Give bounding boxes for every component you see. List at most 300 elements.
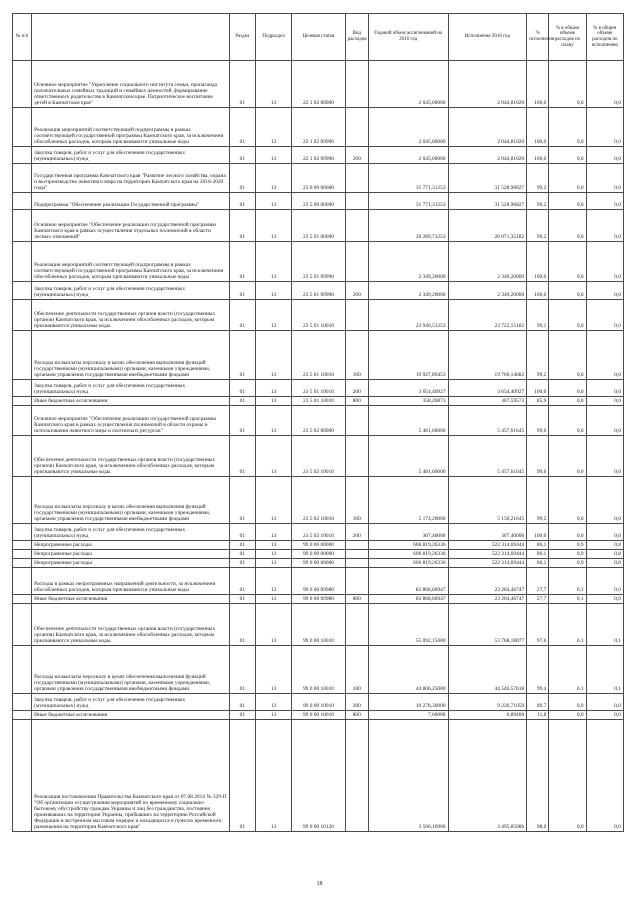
table-row <box>13 711 624 720</box>
row-percent-cell: 100,0 <box>527 108 549 147</box>
row-section-cell: 01 <box>229 559 255 568</box>
header-subsection: Подраздел <box>255 14 291 61</box>
row-share-plan-cell: 0,0 <box>549 282 586 300</box>
row-article-cell: 23 5 01 10010 <box>292 397 345 406</box>
row-percent-cell: 98,0 <box>527 720 549 832</box>
budget-table <box>12 13 624 832</box>
table-row <box>13 210 624 242</box>
row-share-fact-cell: 0,0 <box>586 210 623 242</box>
row-expense-type-cell <box>345 559 368 568</box>
table-row <box>13 541 624 550</box>
row-percent-cell: 100,0 <box>527 242 549 282</box>
row-article-cell: 99 0 00 00000 <box>292 550 345 559</box>
row-fact-cell: 31 528,96827 <box>448 164 527 193</box>
row-share-plan-cell: 0,9 <box>549 541 586 550</box>
row-share-plan-cell: 0,0 <box>549 397 586 406</box>
row-share-plan-cell: 0,0 <box>549 108 586 147</box>
row-share-fact-cell: 0,8 <box>586 550 623 559</box>
row-expense-type-cell <box>345 541 368 550</box>
row-share-plan-cell: 0,0 <box>549 477 586 524</box>
row-article-cell: 23 5 01 10010 <box>292 380 345 397</box>
row-fact-cell: 26 071,35182 <box>448 210 527 242</box>
row-name-cell: Закупка товаров, работ и услуг для обеспечения государственных (муниципальных) нужд <box>32 694 230 711</box>
row-plan-cell: 358,20873 <box>368 397 448 406</box>
row-percent-cell: 99,6 <box>527 406 549 436</box>
row-num-cell <box>13 380 32 397</box>
row-subsection-cell: 13 <box>255 406 291 436</box>
row-percent-cell: 27,7 <box>527 568 549 595</box>
row-subsection-cell: 13 <box>255 550 291 559</box>
row-percent-cell: 11,8 <box>527 711 549 720</box>
row-article-cell: 23 0 00 00000 <box>292 164 345 193</box>
header-expense-type: Вид расходов <box>345 14 368 61</box>
row-subsection-cell: 13 <box>255 210 291 242</box>
row-fact-cell: 44 546,57618 <box>448 646 527 694</box>
row-section-cell: 01 <box>229 242 255 282</box>
row-fact-cell: 2 349,20000 <box>448 242 527 282</box>
row-expense-type-cell <box>345 300 368 331</box>
header-section: Раздел <box>229 14 255 61</box>
row-num-cell <box>13 397 32 406</box>
row-name-cell: Расходы в рамках непрограммных направлений деятельности, за исключением обособленных расходов, которым присваиваются уникальные коды <box>32 568 230 595</box>
row-expense-type-cell <box>345 210 368 242</box>
row-section-cell: 01 <box>229 406 255 436</box>
row-plan-cell: 31 771,31253 <box>368 164 448 193</box>
page-number: 18 <box>316 881 323 887</box>
row-num-cell <box>13 300 32 331</box>
row-subsection-cell: 13 <box>255 595 291 604</box>
row-share-plan-cell: 0,1 <box>549 595 586 604</box>
table-row <box>13 331 624 380</box>
row-name-cell: Обеспечение деятельности государственных органов власти (государственных органов) Камчатского края, за исключением обособленных расходов, которым присваиваются уникальные коды. <box>32 604 230 646</box>
row-plan-cell: 19 927,89453 <box>368 331 448 380</box>
row-name-cell: Иные бюджетные ассигнования <box>32 711 230 720</box>
row-plan-cell: 2 349,20000 <box>368 282 448 300</box>
row-expense-type-cell <box>345 720 368 832</box>
table-row <box>13 604 624 646</box>
row-percent-cell: 99,2 <box>527 164 549 193</box>
row-subsection-cell: 13 <box>255 524 291 541</box>
row-section-cell: 01 <box>229 711 255 720</box>
row-subsection-cell: 13 <box>255 380 291 397</box>
table-row <box>13 694 624 711</box>
table-row <box>13 397 624 406</box>
row-share-plan-cell: 0,0 <box>549 524 586 541</box>
row-article-cell: 23 5 02 10010 <box>292 436 345 477</box>
row-plan-cell: 7,60000 <box>368 711 448 720</box>
row-percent-cell: 89,7 <box>527 694 549 711</box>
row-share-fact-cell: 0,0 <box>586 694 623 711</box>
row-num-cell <box>13 436 32 477</box>
row-name-cell: Реализация мероприятий соответствующей подпрограммы в рамках соответствующей государственной программы Камчатского края, за исключением обособленных расходов, которым присваиваются уникальные коды <box>32 242 230 282</box>
row-plan-cell: 5 174,20000 <box>368 477 448 524</box>
row-share-plan-cell: 0,0 <box>549 61 586 108</box>
row-share-fact-cell: 0,8 <box>586 559 623 568</box>
row-name-cell: Закупка товаров, работ и услуг для обеспечения государственных (муниципальных) нужд <box>32 524 230 541</box>
row-percent-cell: 100,0 <box>527 380 549 397</box>
row-subsection-cell: 13 <box>255 331 291 380</box>
row-share-plan-cell: 0,0 <box>549 210 586 242</box>
row-subsection-cell: 13 <box>255 164 291 193</box>
row-name-cell: Реализация постановления Правительства Камчатского края от 07.08.2014 № 329-П "Об организации осуществления мероприятий по временному социально-бытовому обустройству граждан Украины и лиц без гражданства, постоянно проживавших на территории Украины, прибывших на территорию Российской Федерации в экстренном массовом порядке и находящихся в пунктах временного размещения на территории Камчатского края" <box>32 720 230 832</box>
row-fact-cell: 522 314,69444 <box>448 541 527 550</box>
row-plan-cell: 31 771,31253 <box>368 193 448 210</box>
row-section-cell: 01 <box>229 397 255 406</box>
row-share-plan-cell: 0,0 <box>549 380 586 397</box>
row-article-cell: 23 5 01 09990 <box>292 282 345 300</box>
row-expense-type-cell <box>345 568 368 595</box>
row-subsection-cell: 13 <box>255 694 291 711</box>
header-share-plan: % в общем объеме расходов по плану <box>549 14 586 61</box>
row-percent-cell: 100,0 <box>527 61 549 108</box>
row-fact-cell: 2 349,20000 <box>448 282 527 300</box>
table-row <box>13 646 624 694</box>
row-share-fact-cell: 0,0 <box>586 61 623 108</box>
row-name-cell: Реализация мероприятий соответствующей подпрограммы в рамках соответствующей государственной программы Камчатского края, за исключением обособленных расходов, которым присваиваются уникальные коды <box>32 108 230 147</box>
row-name-cell: Непрограммные расходы <box>32 541 230 550</box>
row-article-cell: 22 1 02 00000 <box>292 61 345 108</box>
table-row <box>13 193 624 210</box>
row-fact-cell: 0,89400 <box>448 711 527 720</box>
row-expense-type-cell: 200 <box>345 282 368 300</box>
table-row <box>13 164 624 193</box>
row-percent-cell: 86,1 <box>527 541 549 550</box>
table-row <box>13 242 624 282</box>
row-fact-cell: 2 044,81020 <box>448 61 527 108</box>
row-name-cell: Непрограммные расходы <box>32 550 230 559</box>
row-expense-type-cell: 800 <box>345 595 368 604</box>
row-expense-type-cell <box>345 164 368 193</box>
row-plan-cell: 44 806,25000 <box>368 646 448 694</box>
row-fact-cell: 23 264,46747 <box>448 595 527 604</box>
row-section-cell: 01 <box>229 550 255 559</box>
row-percent-cell: 97,6 <box>527 604 549 646</box>
row-fact-cell: 9 220,71059 <box>448 694 527 711</box>
row-plan-cell: 23 940,51253 <box>368 300 448 331</box>
row-num-cell <box>13 61 32 108</box>
row-name-cell: Расходы на выплаты персоналу в целях обеспечения выполнения функций государственными (муниципальными) органами, казенными учреждениями, органами управления государственными внебюджетными фондами <box>32 477 230 524</box>
row-num-cell <box>13 568 32 595</box>
row-name-cell: Обеспечение деятельности государственных органов власти (государственных органов) Камчатского края, за исключением обособленных расходов, которым присваиваются уникальные коды. <box>32 436 230 477</box>
row-plan-cell: 606 819,26336 <box>368 541 448 550</box>
row-section-cell: 01 <box>229 595 255 604</box>
row-plan-cell: 3 566,16900 <box>368 720 448 832</box>
row-num-cell <box>13 559 32 568</box>
row-fact-cell: 5 457,61645 <box>448 436 527 477</box>
row-subsection-cell: 13 <box>255 477 291 524</box>
row-share-fact-cell: 0,0 <box>586 300 623 331</box>
row-subsection-cell: 13 <box>255 282 291 300</box>
header-percent: % исполнения <box>527 14 549 61</box>
row-section-cell: 01 <box>229 694 255 711</box>
row-share-plan-cell: 0,1 <box>549 568 586 595</box>
row-num-cell <box>13 720 32 832</box>
row-share-fact-cell: 0,0 <box>586 720 623 832</box>
row-share-plan-cell: 0,0 <box>549 711 586 720</box>
row-plan-cell: 2 349,20000 <box>368 242 448 282</box>
row-subsection-cell: 13 <box>255 568 291 595</box>
row-num-cell <box>13 694 32 711</box>
row-plan-cell: 83 868,66947 <box>368 568 448 595</box>
row-article-cell: 22 1 02 09990 <box>292 108 345 147</box>
row-section-cell: 01 <box>229 193 255 210</box>
row-share-plan-cell: 0,0 <box>549 436 586 477</box>
row-num-cell <box>13 147 32 164</box>
row-plan-cell: 5 481,60000 <box>368 436 448 477</box>
row-article-cell: 99 0 00 10120 <box>292 720 345 832</box>
row-name-cell: Основное мероприятие "Обеспечение реализации государственной программы Камчатского края в рамках осуществления отдельных полномочий в области лесных отношений" <box>32 210 230 242</box>
row-num-cell <box>13 541 32 550</box>
row-num-cell <box>13 646 32 694</box>
row-section-cell: 01 <box>229 210 255 242</box>
row-name-cell: Иные бюджетные ассигнования <box>32 397 230 406</box>
row-share-fact-cell: 0,0 <box>586 524 623 541</box>
row-section-cell: 01 <box>229 646 255 694</box>
row-percent-cell: 99,2 <box>527 193 549 210</box>
header-num: № п/п <box>13 14 32 61</box>
row-fact-cell: 23 722,15182 <box>448 300 527 331</box>
row-num-cell <box>13 524 32 541</box>
row-share-fact-cell: 0,0 <box>586 108 623 147</box>
row-fact-cell: 307,59573 <box>448 397 527 406</box>
row-name-cell: Обеспечение деятельности государственных органов власти (государственных органов) Камчатского края, за исключением обособленных расходов, которым присваиваются уникальные коды. <box>32 300 230 331</box>
row-plan-cell: 3 654,40927 <box>368 380 448 397</box>
row-section-cell: 01 <box>229 604 255 646</box>
row-plan-cell: 83 868,66947 <box>368 595 448 604</box>
row-share-fact-cell: 0,0 <box>586 406 623 436</box>
row-share-fact-cell: 0,0 <box>586 568 623 595</box>
row-share-plan-cell: 0,9 <box>549 550 586 559</box>
row-section-cell: 01 <box>229 477 255 524</box>
table-row <box>13 406 624 436</box>
row-subsection-cell: 13 <box>255 541 291 550</box>
row-percent-cell: 99,5 <box>527 477 549 524</box>
row-share-fact-cell: 0,0 <box>586 331 623 380</box>
row-article-cell: 99 0 00 10010 <box>292 604 345 646</box>
row-plan-cell: 2 045,00000 <box>368 108 448 147</box>
row-article-cell: 23 5 02 10010 <box>292 524 345 541</box>
row-share-plan-cell: 0,0 <box>549 406 586 436</box>
row-article-cell: 23 5 01 00000 <box>292 210 345 242</box>
row-num-cell <box>13 604 32 646</box>
row-expense-type-cell <box>345 108 368 147</box>
row-section-cell: 01 <box>229 380 255 397</box>
table-row <box>13 524 624 541</box>
row-plan-cell: 26 289,71253 <box>368 210 448 242</box>
row-share-fact-cell: 0,0 <box>586 397 623 406</box>
row-name-cell: Основное мероприятие "Укрепление социального института семьи, пропаганда положительных семейных традиций и семейных ценностей, формирование ответственного родительства в Камчатском крае. Патриотическое воспитание детей в Камчатском крае" <box>32 61 230 108</box>
header-name <box>32 14 230 61</box>
header-share-fact: % в общем объеме расходов по исполнению <box>586 14 623 61</box>
row-section-cell: 01 <box>229 282 255 300</box>
row-num-cell <box>13 711 32 720</box>
header-fact: Исполнение 2016 год <box>448 14 527 61</box>
row-num-cell <box>13 406 32 436</box>
row-percent-cell: 99,2 <box>527 210 549 242</box>
row-percent-cell: 85,9 <box>527 397 549 406</box>
row-num-cell <box>13 595 32 604</box>
row-num-cell <box>13 242 32 282</box>
row-article-cell: 99 0 00 10010 <box>292 646 345 694</box>
row-article-cell: 99 0 00 10010 <box>292 694 345 711</box>
row-article-cell: 23 5 02 00000 <box>292 406 345 436</box>
row-fact-cell: 3 654,40927 <box>448 380 527 397</box>
table-row <box>13 380 624 397</box>
row-fact-cell: 2 044,81020 <box>448 108 527 147</box>
row-name-cell: Закупка товаров, работ и услуг для обеспечения государственных (муниципальных) нужд <box>32 380 230 397</box>
row-name-cell: Расходы на выплаты персоналу в целях обеспечения выполнения функций государственными (муниципальными) органами, казенными учреждениями, органами управления государственными внебюджетными фондами <box>32 646 230 694</box>
row-expense-type-cell <box>345 604 368 646</box>
row-expense-type-cell <box>345 61 368 108</box>
row-share-plan-cell: 0,0 <box>549 300 586 331</box>
row-num-cell <box>13 477 32 524</box>
table-row <box>13 147 624 164</box>
row-plan-cell: 606 819,26336 <box>368 550 448 559</box>
row-section-cell: 01 <box>229 720 255 832</box>
row-name-cell: Иные бюджетные ассигнования <box>32 595 230 604</box>
row-percent-cell: 99,6 <box>527 436 549 477</box>
table-row <box>13 550 624 559</box>
table-row <box>13 559 624 568</box>
row-name-cell: Основное мероприятие "Обеспечение реализации государственной программы Камчатского края в рамках осуществления полномочий в области охраны и использования животного мира и охотничьих ресурсов" <box>32 406 230 436</box>
row-share-fact-cell: 0,0 <box>586 436 623 477</box>
row-num-cell <box>13 282 32 300</box>
table-row <box>13 477 624 524</box>
row-subsection-cell: 13 <box>255 397 291 406</box>
row-expense-type-cell: 100 <box>345 331 368 380</box>
row-article-cell: 23 5 01 10010 <box>292 331 345 380</box>
row-fact-cell: 2 044,81020 <box>448 147 527 164</box>
row-fact-cell: 31 528,96827 <box>448 193 527 210</box>
row-share-plan-cell: 0,1 <box>549 604 586 646</box>
row-expense-type-cell: 100 <box>345 646 368 694</box>
row-plan-cell: 5 481,60000 <box>368 406 448 436</box>
row-fact-cell: 307,40000 <box>448 524 527 541</box>
row-share-plan-cell: 0,0 <box>549 193 586 210</box>
row-num-cell <box>13 550 32 559</box>
row-share-plan-cell: 0,0 <box>549 720 586 832</box>
row-article-cell: 22 1 02 09990 <box>292 147 345 164</box>
row-article-cell: 23 5 01 09990 <box>292 242 345 282</box>
table-row <box>13 108 624 147</box>
row-share-plan-cell: 0,0 <box>549 164 586 193</box>
row-subsection-cell: 13 <box>255 300 291 331</box>
row-share-plan-cell: 0,9 <box>549 559 586 568</box>
table-row <box>13 436 624 477</box>
row-fact-cell: 5 150,21645 <box>448 477 527 524</box>
row-subsection-cell: 13 <box>255 436 291 477</box>
table-row <box>13 61 624 108</box>
row-section-cell: 01 <box>229 436 255 477</box>
row-plan-cell: 55 092,15000 <box>368 604 448 646</box>
row-expense-type-cell: 200 <box>345 380 368 397</box>
row-fact-cell: 5 457,61645 <box>448 406 527 436</box>
row-share-fact-cell: 0,0 <box>586 711 623 720</box>
row-expense-type-cell <box>345 193 368 210</box>
row-name-cell: Государственная программа Камчатского края "Развитие лесного хозяйства, охрана и воспроизводство животного мира на территории Камчатского края на 2016-2020 годы" <box>32 164 230 193</box>
row-section-cell: 01 <box>229 108 255 147</box>
row-expense-type-cell: 800 <box>345 397 368 406</box>
row-share-fact-cell: 0,0 <box>586 282 623 300</box>
row-article-cell: 99 0 00 00000 <box>292 541 345 550</box>
row-name-cell: Подпрограмма "Обеспечение реализации Государственной программы" <box>32 193 230 210</box>
row-fact-cell: 53 768,18077 <box>448 604 527 646</box>
row-article-cell: 23 5 01 10010 <box>292 300 345 331</box>
row-article-cell: 99 0 00 00000 <box>292 559 345 568</box>
row-expense-type-cell: 100 <box>345 477 368 524</box>
row-section-cell: 01 <box>229 541 255 550</box>
row-article-cell: 99 0 00 09980 <box>292 568 345 595</box>
header-article: Целевая статья <box>292 14 345 61</box>
row-name-cell: Закупка товаров, работ и услуг для обеспечения государственных (муниципальных) нужд <box>32 147 230 164</box>
row-share-fact-cell: 0,0 <box>586 595 623 604</box>
row-plan-cell: 2 045,00000 <box>368 147 448 164</box>
row-plan-cell: 10 278,30000 <box>368 694 448 711</box>
row-percent-cell: 99,2 <box>527 331 549 380</box>
row-subsection-cell: 13 <box>255 147 291 164</box>
row-subsection-cell: 13 <box>255 559 291 568</box>
row-fact-cell: 522 314,69444 <box>448 550 527 559</box>
row-share-fact-cell: 0,8 <box>586 541 623 550</box>
row-section-cell: 01 <box>229 568 255 595</box>
table-header-row <box>13 14 624 61</box>
row-subsection-cell: 13 <box>255 108 291 147</box>
row-share-plan-cell: 0,0 <box>549 331 586 380</box>
row-num-cell <box>13 108 32 147</box>
header-plan: Годовой объем ассигнований на 2016 год <box>368 14 448 61</box>
row-subsection-cell: 13 <box>255 61 291 108</box>
row-fact-cell: 23 264,46747 <box>448 568 527 595</box>
row-fact-cell: 19 760,14682 <box>448 331 527 380</box>
row-percent-cell: 100,0 <box>527 282 549 300</box>
row-share-plan-cell: 0,0 <box>549 147 586 164</box>
row-section-cell: 01 <box>229 147 255 164</box>
row-subsection-cell: 13 <box>255 711 291 720</box>
row-subsection-cell: 13 <box>255 193 291 210</box>
row-article-cell: 23 5 00 00000 <box>292 193 345 210</box>
row-plan-cell: 606 819,26336 <box>368 559 448 568</box>
table-row <box>13 282 624 300</box>
row-name-cell: Непрограммные расходы <box>32 559 230 568</box>
row-share-fact-cell: 0,1 <box>586 646 623 694</box>
row-share-fact-cell: 0,0 <box>586 193 623 210</box>
table-row <box>13 595 624 604</box>
row-percent-cell: 99,4 <box>527 646 549 694</box>
row-section-cell: 01 <box>229 61 255 108</box>
row-percent-cell: 86,1 <box>527 550 549 559</box>
row-expense-type-cell: 200 <box>345 694 368 711</box>
row-num-cell <box>13 193 32 210</box>
row-expense-type-cell: 800 <box>345 711 368 720</box>
row-share-plan-cell: 0,1 <box>549 646 586 694</box>
row-share-plan-cell: 0,0 <box>549 242 586 282</box>
row-expense-type-cell <box>345 550 368 559</box>
row-share-fact-cell: 0,0 <box>586 242 623 282</box>
row-expense-type-cell <box>345 406 368 436</box>
row-share-plan-cell: 0,0 <box>549 694 586 711</box>
row-section-cell: 01 <box>229 300 255 331</box>
table-row <box>13 568 624 595</box>
row-expense-type-cell <box>345 436 368 477</box>
row-section-cell: 01 <box>229 164 255 193</box>
row-share-fact-cell: 0,0 <box>586 380 623 397</box>
row-share-fact-cell: 0,0 <box>586 147 623 164</box>
row-num-cell <box>13 331 32 380</box>
row-percent-cell: 100,0 <box>527 147 549 164</box>
row-percent-cell: 99,1 <box>527 300 549 331</box>
row-expense-type-cell: 200 <box>345 524 368 541</box>
row-num-cell <box>13 164 32 193</box>
